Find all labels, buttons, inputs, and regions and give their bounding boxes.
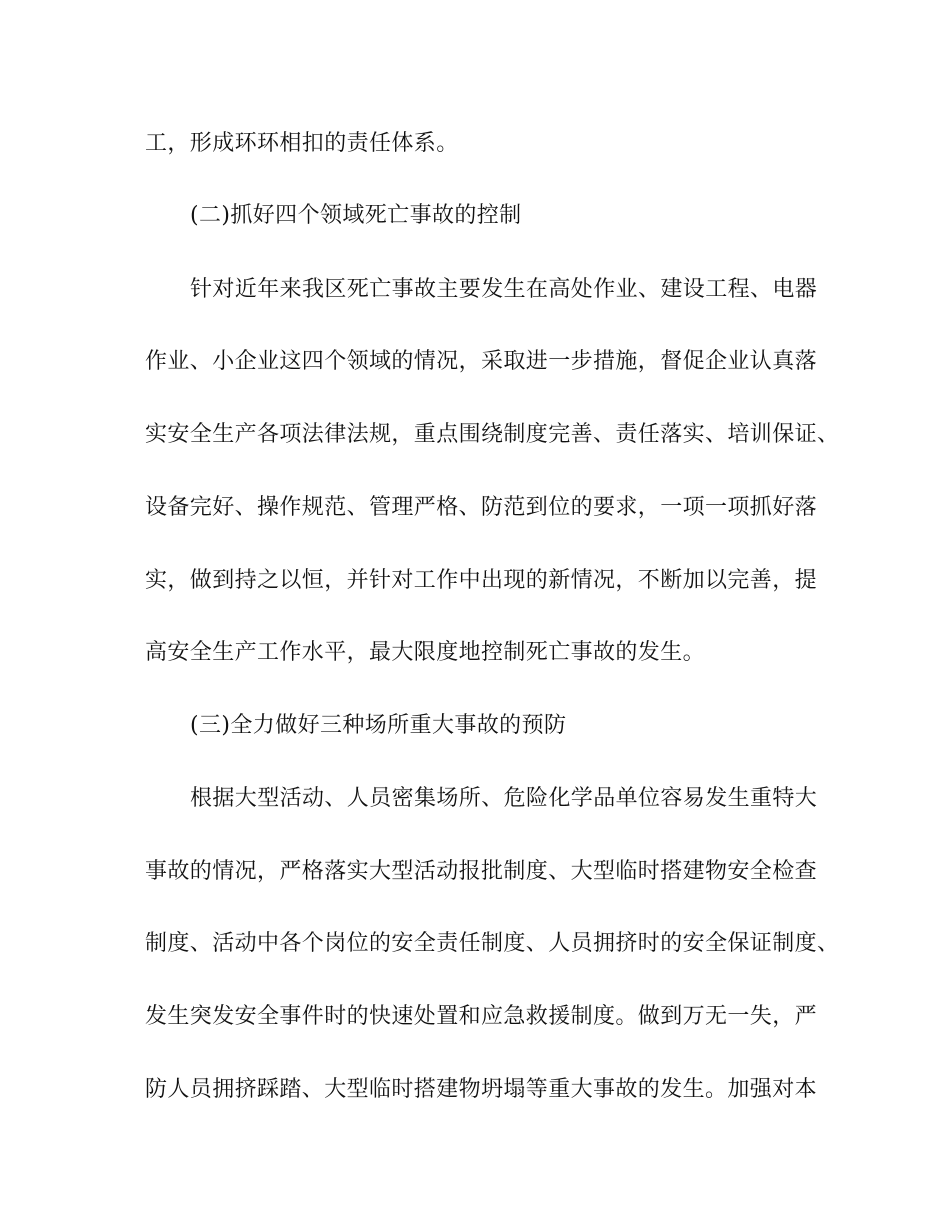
text-line: 事故的情况，严格落实大型活动报批制度、大型临时搭建物安全检查 <box>145 859 818 884</box>
text-line: 发生突发安全事件时的快速处置和应急救援制度。做到万无一失，严 <box>145 1004 818 1029</box>
text-line: 防人员拥挤踩踏、大型临时搭建物坍塌等重大事故的发生。加强对本 <box>145 1077 818 1102</box>
text-line: 作业、小企业这四个领域的情况，采取进一步措施，督促企业认真落 <box>145 349 818 374</box>
text-line: 工，形成环环相扣的责任体系。 <box>145 131 459 156</box>
section-heading: (三)全力做好三种场所重大事故的预防 <box>190 713 567 738</box>
text-line: 高安全生产工作水平，最大限度地控制死亡事故的发生。 <box>145 640 706 665</box>
text-line: 针对近年来我区死亡事故主要发生在高处作业、建设工程、电器 <box>190 277 818 302</box>
text-line: 制度、活动中各个岗位的安全责任制度、人员拥挤时的安全保证制度、 <box>145 931 840 956</box>
text-line: 根据大型活动、人员密集场所、危险化学品单位容易发生重特大 <box>190 786 818 811</box>
text-line: 实安全生产各项法律法规，重点围绕制度完善、责任落实、培训保证、 <box>145 422 840 447</box>
text-line: 设备完好、操作规范、管理严格、防范到位的要求，一项一项抓好落 <box>145 495 818 520</box>
text-line: 实，做到持之以恒，并针对工作中出现的新情况，不断加以完善，提 <box>145 568 818 593</box>
section-heading: (二)抓好四个领域死亡事故的控制 <box>190 203 522 228</box>
